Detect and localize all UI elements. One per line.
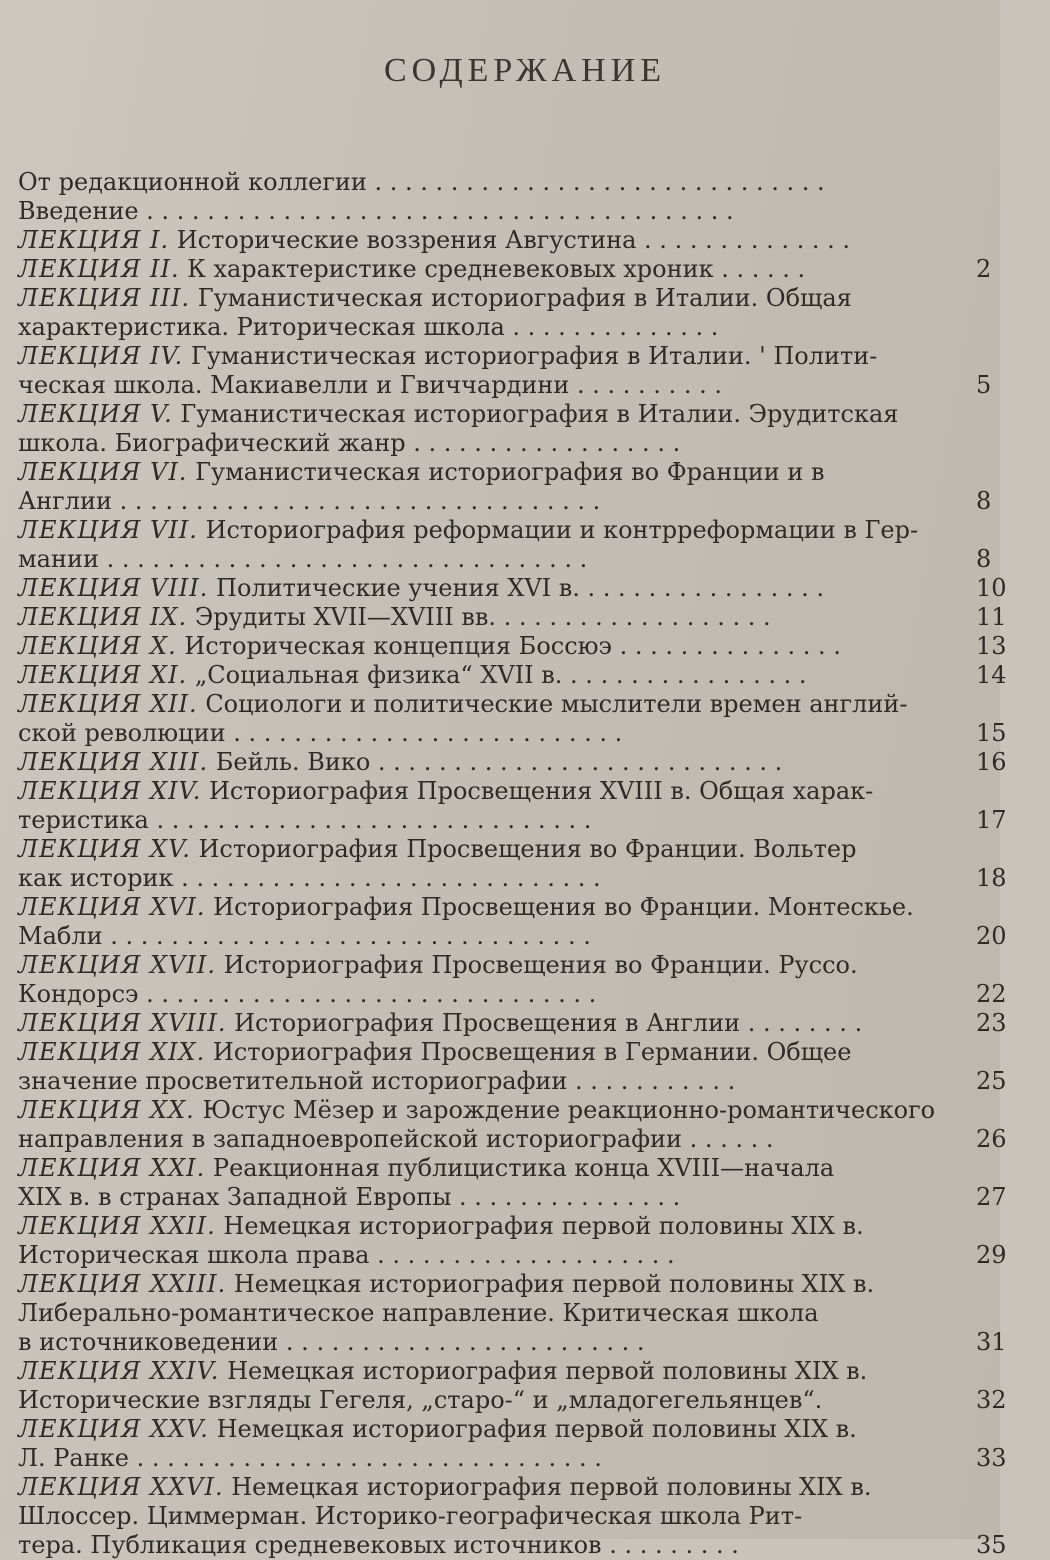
entry-text: Юстус Мёзер и зарождение реакционно-романтического <box>202 1096 936 1124</box>
page-number: 11 <box>976 603 1007 631</box>
entry-text: Шлоссер. Циммерман. Историко-географическая школа Рит- <box>18 1502 803 1530</box>
page-number: 20 <box>976 922 1007 950</box>
toc-line <box>18 1415 978 1444</box>
entry-text: Кондорсэ . . . . . . . . . . . . . . . . . . . . . . . . . . . . . . <box>18 980 597 1008</box>
page-number: 14 <box>976 661 1007 689</box>
page-number: 10 <box>976 574 1007 602</box>
entry-text: Гуманистическая историография во Франции и в <box>195 458 825 486</box>
table-of-contents <box>18 168 1007 1560</box>
entry-text: в источниковедении . . . . . . . . . . . . . . . . . . . . . . . . <box>18 1328 645 1356</box>
page-number: 32 <box>976 1386 1007 1414</box>
page-number: 8 <box>976 545 992 573</box>
toc-entry <box>18 574 1007 603</box>
entry-text: Мабли . . . . . . . . . . . . . . . . . . . . . . . . . . . . . . . . <box>18 922 591 950</box>
lecture-number: ЛЕКЦИЯ XIV. <box>18 777 202 805</box>
page-number: 8 <box>976 487 992 515</box>
toc-line <box>18 806 978 835</box>
lecture-number: ЛЕКЦИЯ XIII. <box>18 748 209 776</box>
toc-line <box>18 1038 978 1067</box>
toc-line <box>18 980 978 1009</box>
page-number: 5 <box>976 371 992 399</box>
lecture-number: ЛЕКЦИЯ XVII. <box>18 951 216 979</box>
toc-line <box>18 516 978 545</box>
toc-entry <box>18 632 1007 661</box>
toc-entry <box>18 226 978 255</box>
toc-line <box>18 1212 978 1241</box>
toc-line <box>18 197 978 226</box>
toc-entry <box>18 1096 1007 1154</box>
entry-text: Немецкая историография первой половины XIX в. <box>216 1415 857 1443</box>
lecture-number: ЛЕКЦИЯ XII. <box>18 690 198 718</box>
entry-text: как историк . . . . . . . . . . . . . . . . . . . . . . . . . . . . <box>18 864 601 892</box>
toc-entry <box>18 661 1007 690</box>
page-number: 33 <box>976 1444 1007 1472</box>
lecture-number: ЛЕКЦИЯ I. <box>18 226 170 254</box>
toc-line <box>18 1502 978 1531</box>
lecture-number: ЛЕКЦИЯ XVIII. <box>18 1009 227 1037</box>
page-number: 13 <box>976 632 1007 660</box>
lecture-number: ЛЕКЦИЯ XXIII. <box>18 1270 227 1298</box>
toc-entry <box>18 835 1007 893</box>
toc-line <box>18 748 978 777</box>
lecture-number: ЛЕКЦИЯ XX. <box>18 1096 195 1124</box>
entry-text: Реакционная публицистика конца XVIII—начала <box>212 1154 835 1182</box>
toc-entry <box>18 342 992 400</box>
entry-text: Историография Просвещения в Англии . . . . . . . . <box>234 1009 863 1037</box>
toc-entry <box>18 1038 1007 1096</box>
page-title: СОДЕРЖАНИЕ <box>383 52 667 89</box>
toc-line <box>18 1357 978 1386</box>
entry-text: Историография Просвещения во Франции. Вольтер <box>198 835 857 863</box>
toc-line <box>18 1444 978 1473</box>
toc-line <box>18 1125 978 1154</box>
entry-text: характеристика. Риторическая школа . . . . . . . . . . . . . . <box>18 313 719 341</box>
toc-line <box>18 1009 978 1038</box>
entry-text: Эрудиты XVII—XVIII вв. . . . . . . . . . . . . . . . . . . <box>194 603 771 631</box>
toc-line <box>18 429 978 458</box>
toc-entry <box>18 168 978 197</box>
entry-text: Историческая школа права . . . . . . . . . . . . . . . . . . . . <box>18 1241 675 1269</box>
entry-text: Немецкая историография первой половины XIX в. <box>233 1270 875 1298</box>
entry-text: Немецкая историография первой половины XIX в. <box>227 1357 868 1385</box>
toc-line <box>18 1067 978 1096</box>
toc-entry <box>18 603 1007 632</box>
page-number: 27 <box>976 1183 1007 1211</box>
toc-entry <box>18 1357 1007 1415</box>
lecture-number: ЛЕКЦИЯ IX. <box>18 603 188 631</box>
toc-line <box>18 400 978 429</box>
toc-line <box>18 661 978 690</box>
toc-entry <box>18 690 1007 748</box>
lecture-number: ЛЕКЦИЯ XXI. <box>18 1154 206 1182</box>
toc-line <box>18 255 978 284</box>
toc-line <box>18 1386 978 1415</box>
toc-line <box>18 458 978 487</box>
lecture-number: ЛЕКЦИЯ II. <box>18 255 180 283</box>
toc-line <box>18 603 978 632</box>
toc-line <box>18 487 978 516</box>
toc-line <box>18 835 978 864</box>
entry-text: Либерально-романтическое направление. Критическая школа <box>18 1299 819 1327</box>
toc-line <box>18 1270 978 1299</box>
entry-text: XIX в. в странах Западной Европы . . . . . . . . . . . . . . . <box>18 1183 681 1211</box>
entry-text: Гуманистическая историография в Италии. Общая <box>197 284 852 312</box>
toc-entry <box>18 951 1007 1009</box>
entry-text: Социологи и политические мыслители времен англий- <box>205 690 908 718</box>
toc-line <box>18 168 978 197</box>
entry-text: тера. Публикация средневековых источников . . . . . . . . . <box>18 1531 739 1559</box>
entry-text: Гуманистическая историография в Италии. Эрудитская <box>180 400 899 428</box>
toc-line <box>18 951 978 980</box>
toc-line <box>18 574 978 603</box>
toc-line <box>18 719 978 748</box>
lecture-number: ЛЕКЦИЯ XXIV. <box>18 1357 220 1385</box>
toc-entry <box>18 1415 1007 1473</box>
page-number: 26 <box>976 1125 1007 1153</box>
page-number: 16 <box>976 748 1007 776</box>
entry-text: Исторические воззрения Августина . . . . . . . . . . . . . . <box>176 226 851 254</box>
toc-line <box>18 371 978 400</box>
toc-entry <box>18 516 992 574</box>
toc-line <box>18 1183 978 1212</box>
page-number: 22 <box>976 980 1007 1008</box>
toc-entry <box>18 400 978 458</box>
toc-line <box>18 893 978 922</box>
toc-line <box>18 690 978 719</box>
entry-text: Историография Просвещения во Франции. Руссо. <box>223 951 858 979</box>
toc-entry <box>18 197 978 226</box>
entry-text: Л. Ранке . . . . . . . . . . . . . . . . . . . . . . . . . . . . . . . <box>18 1444 602 1472</box>
page-number: 17 <box>976 806 1007 834</box>
lecture-number: ЛЕКЦИЯ III. <box>18 284 191 312</box>
toc-entry <box>18 1473 1007 1560</box>
page-number: 29 <box>976 1241 1007 1269</box>
toc-line <box>18 284 978 313</box>
lecture-number: ЛЕКЦИЯ IV. <box>18 342 184 370</box>
toc-line <box>18 1241 978 1270</box>
toc-entry <box>18 284 978 342</box>
toc-line <box>18 1299 978 1328</box>
toc-entry <box>18 1270 1007 1357</box>
toc-line <box>18 226 978 255</box>
entry-text: значение просветительной историографии . . . . . . . . . . . <box>18 1067 736 1095</box>
toc-line <box>18 1473 978 1502</box>
toc-entry <box>18 777 1007 835</box>
lecture-number: ЛЕКЦИЯ VII. <box>18 516 198 544</box>
toc-line <box>18 313 978 342</box>
entry-text: ческая школа. Макиавелли и Гвиччардини . . . . . . . . . . <box>18 371 722 399</box>
entry-text: Англии . . . . . . . . . . . . . . . . . . . . . . . . . . . . . . . . <box>18 487 601 515</box>
page-number: 23 <box>976 1009 1007 1037</box>
toc-line <box>18 1096 978 1125</box>
lecture-number: ЛЕКЦИЯ XV. <box>18 835 191 863</box>
entry-text: школа. Биографический жанр . . . . . . . . . . . . . . . . . . <box>18 429 681 457</box>
entry-text: Гуманистическая историография в Италии. ' Полити- <box>190 342 878 370</box>
page-number: 25 <box>976 1067 1007 1095</box>
entry-text: Историография Просвещения во Франции. Монтескье. <box>213 893 914 921</box>
page-number: 15 <box>976 719 1007 747</box>
toc-line <box>18 1154 978 1183</box>
entry-text: мании . . . . . . . . . . . . . . . . . . . . . . . . . . . . . . . . <box>18 545 588 573</box>
lecture-number: ЛЕКЦИЯ XXVI. <box>18 1473 224 1501</box>
entry-text: Введение . . . . . . . . . . . . . . . . . . . . . . . . . . . . . . . . . . . . . . . <box>18 197 734 225</box>
entry-text: Бейль. Вико . . . . . . . . . . . . . . . . . . . . . . . . . . . <box>215 748 783 776</box>
entry-text: От редакционной коллегии . . . . . . . . . . . . . . . . . . . . . . . . . . . . . . <box>18 168 825 196</box>
toc-line <box>18 632 978 661</box>
lecture-number: ЛЕКЦИЯ VI. <box>18 458 188 486</box>
entry-text: „Социальная физика“ XVII в. . . . . . . . . . . . . . . . . <box>194 661 807 689</box>
entry-text: Историография Просвещения в Германии. Общее <box>212 1038 852 1066</box>
entry-text: Исторические взгляды Гегеля, „старо-“ и „младогегельянцев“. <box>18 1386 823 1414</box>
toc-line <box>18 342 978 371</box>
toc-line <box>18 1531 978 1560</box>
entry-text: Историография реформации и контрреформации в Гер- <box>205 516 919 544</box>
entry-text: Историография Просвещения XVIII в. Общая харак- <box>208 777 874 805</box>
entry-text: Политические учения XVI в. . . . . . . . . . . . . . . . . <box>216 574 825 602</box>
entry-text: теристика . . . . . . . . . . . . . . . . . . . . . . . . . . . . . <box>18 806 592 834</box>
toc-entry <box>18 1009 1007 1038</box>
entry-text: Немецкая историография первой половины XIX в. <box>223 1212 864 1240</box>
entry-text: Немецкая историография первой половины XIX в. <box>231 1473 872 1501</box>
entry-text: направления в западноевропейской историографии . . . . . . <box>18 1125 774 1153</box>
toc-line <box>18 1328 978 1357</box>
toc-line <box>18 545 978 574</box>
page-number: 35 <box>976 1531 1007 1559</box>
toc-line <box>18 922 978 951</box>
lecture-number: ЛЕКЦИЯ XI. <box>18 661 188 689</box>
toc-line <box>18 864 978 893</box>
lecture-number: ЛЕКЦИЯ XVI. <box>18 893 206 921</box>
toc-entry <box>18 1212 1007 1270</box>
page-number: 2 <box>976 255 992 283</box>
lecture-number: ЛЕКЦИЯ VIII. <box>18 574 209 602</box>
lecture-number: ЛЕКЦИЯ XXII. <box>18 1212 216 1240</box>
page-number: 18 <box>976 864 1007 892</box>
entry-text: ской революции . . . . . . . . . . . . . . . . . . . . . . . . . . <box>18 719 623 747</box>
lecture-number: ЛЕКЦИЯ X. <box>18 632 177 660</box>
lecture-number: ЛЕКЦИЯ V. <box>18 400 173 428</box>
toc-entry <box>18 893 1007 951</box>
lecture-number: ЛЕКЦИЯ XIX. <box>18 1038 206 1066</box>
lecture-number: ЛЕКЦИЯ XXV. <box>18 1415 209 1443</box>
toc-line <box>18 777 978 806</box>
toc-entry <box>18 255 992 284</box>
toc-entry <box>18 1154 1007 1212</box>
entry-text: К характеристике средневековых хроник . . . . . . <box>187 255 806 283</box>
entry-text: Историческая концепция Боссюэ . . . . . . . . . . . . . . . <box>184 632 841 660</box>
toc-entry <box>18 458 992 516</box>
page-number: 31 <box>976 1328 1007 1356</box>
toc-entry <box>18 748 1007 777</box>
